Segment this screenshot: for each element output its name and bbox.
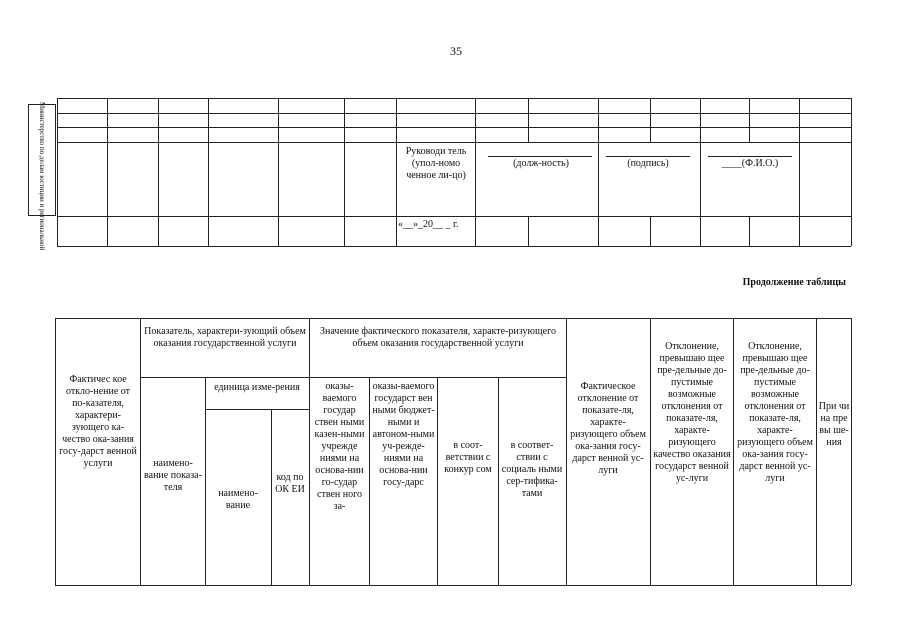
group-actual-value: Значение фактического показателя, характе-ризующего объем оказания государственной услуги <box>320 326 556 349</box>
date-label: «__»_20__ _ г. <box>398 219 459 230</box>
col-actual-deviation-volume: Фактическое отклонение от показате-ля, характе-ризующего объем ока-зания госу-дарст венной ус-луги <box>570 381 646 476</box>
head-official-label: Руководи тель (упол-номо ченное ли-цо) <box>405 146 467 181</box>
fio-label: ____(Ф.И.О.) <box>721 158 779 169</box>
col-state-institutions: оказы-ваемого государ ствен ными казен-ными учрежде ниями на основа-нии го-судар ствен ного за- <box>314 381 365 512</box>
col-actual-deviation: Фактичес кое откло-нение от по-казателя, характери-зующего ка-чество ока-зания госу-дарст венной услуги <box>59 374 137 469</box>
col-budget-institutions: оказы-ваемого государст вен ными бюджет-ными и автоном-ными уч-режде-ниями на основа-нии госу-дарс <box>372 381 435 488</box>
group-unit: единица изме-рения <box>214 382 300 393</box>
col-okei: код по ОК ЕИ <box>275 472 305 495</box>
stamp-text: Министерство по делам юстиции и региональной <box>38 102 46 251</box>
col-excess-quality: Отклонение, превышаю щее пре-дельные до-пустимые возможные отклонения от показате-ля, характе-ризующего качество оказания государст венной ус-луги <box>653 341 731 484</box>
page-number: 35 <box>450 44 462 58</box>
col-certificates: в соответ-ствии с социаль ными сер-тифика-тами <box>501 440 563 499</box>
group-indicator: Показатель, характери-зующий объем оказания государственной услуги <box>144 326 306 349</box>
col-competition: в соот-ветствии с конкур сом <box>444 440 492 475</box>
continuation-label: Продолжение таблицы <box>742 277 846 288</box>
signature-label: (подпись) <box>627 158 669 169</box>
col-indicator-name: наимено-вание показа-теля <box>144 458 202 493</box>
position-label: (долж-ность) <box>513 158 569 169</box>
col-reasons: При чи на пре вы ше-ния <box>818 401 850 448</box>
col-unit-name: наимено-вание <box>218 488 258 511</box>
col-excess-volume: Отклонение, превышаю щее пре-дельные до-пустимые возможные отклонения от показате-ля, характе-ризующего объем ока-зания госу-дарст венной ус-луги <box>737 341 813 484</box>
